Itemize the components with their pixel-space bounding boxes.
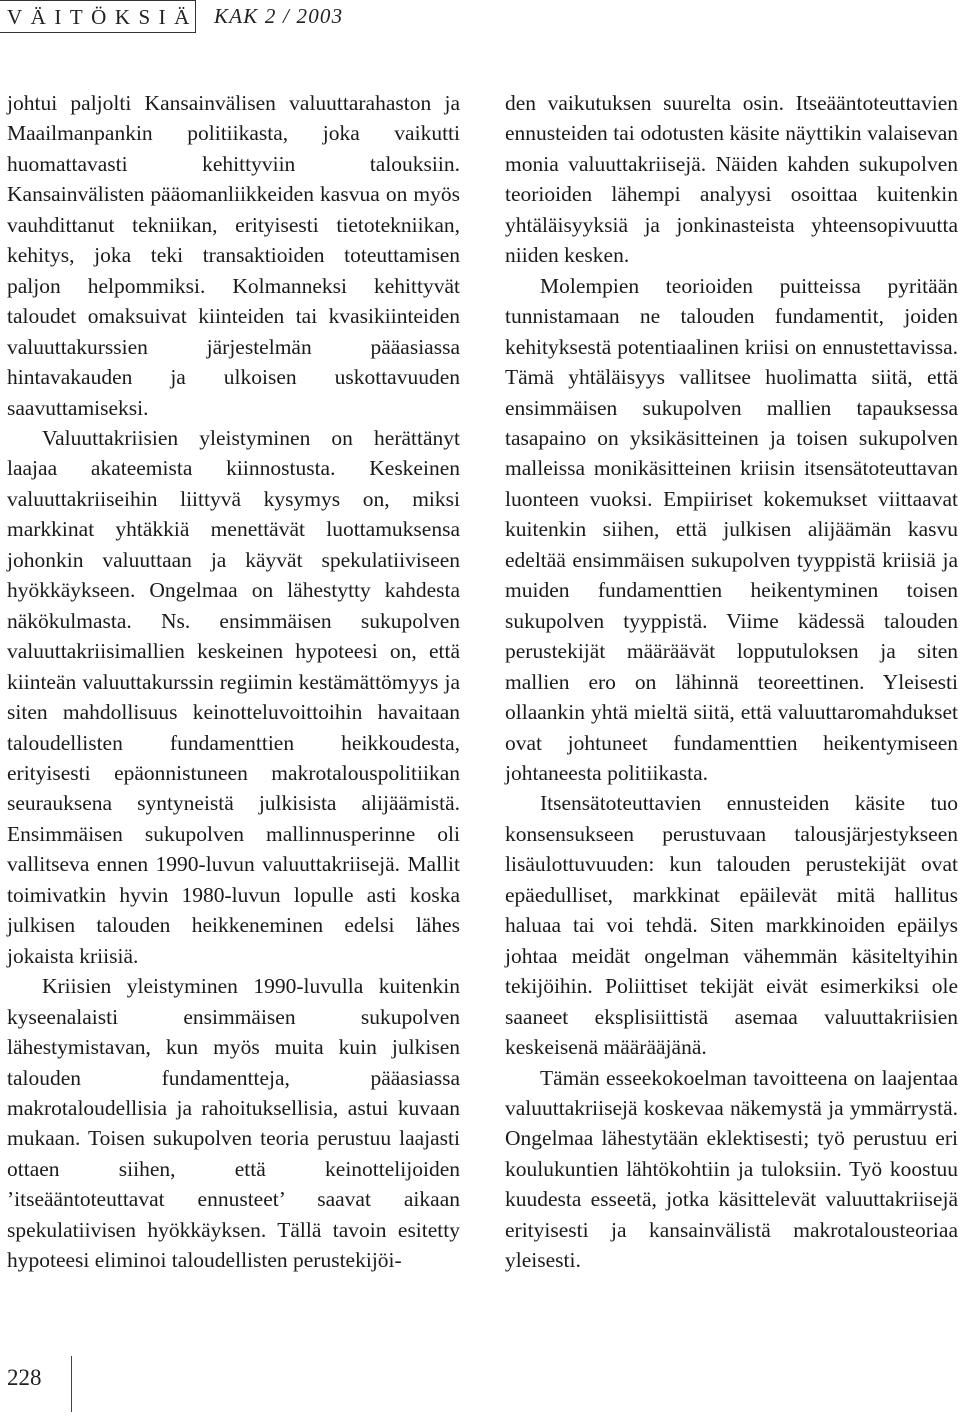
paragraph: Valuuttakriisien yleistyminen on herättänyt laajaa akateemista kiinnostusta. Keskeinen valuuttakriiseihin liittyvä kysymys on, miksi markkinat yhtäkkiä menettävät luottamuksensa johonkin valuuttaan ja käyvät spekulatiiviseen hyökkäykseen. Ongelmaa on lähestytty kahdesta näkökulmasta. Ns. ensimmäisen sukupolven valuuttakriisimallien keskeinen hypoteesi on, että kiinteän valuuttakurssin regiimin kestämättömyys ja siten mahdollisuus keinotteluvoittoihin havaitaan taloudellisten fundamenttien heikkoudesta, erityisesti epäonnistuneen makrotalouspolitiikan seurauksena syntyneistä julkisista alijäämistä. Ensimmäisen sukupolven mallinnusperinne oli vallitseva ennen 1990-luvun valuuttakriisejä. Mallit toimivatkin hyvin 1980-luvun lopulle asti koska julkisen talouden heikkeneminen edelsi lähes jokaista kriisiä. xyxy=(7,425,460,968)
section-label: VÄITÖKSIÄ xyxy=(7,5,198,29)
left-column xyxy=(7,88,460,1276)
paragraph: Kriisien yleistyminen 1990-luvulla kuitenkin kyseenalaisti ensimmäisen sukupolven lähestymistavan, kun myös muita kuin julkisen talouden fundamentteja, pääasiassa makrotaloudellisia ja rahoituksellisia, astui kuvaan mukaan. Toisen sukupolven teoria perustuu laajasti ottaen siihen, että keinottelijoiden ’itseääntoteuttavat ennusteet’ saavat aikaan spekulatiivisen hyökkäyksen. Tällä tavoin esitetty hypoteesi eliminoi taloudellisten perustekijöi- xyxy=(7,974,460,1273)
section-header-box xyxy=(0,0,196,33)
paragraph: johtui paljolti Kansainvälisen valuuttarahaston ja Maailmanpankin politiikasta, joka vaikutti huomattavasti kehittyviin talouksiin. Kansainvälisten pääomanliikkeiden kasvua on myös vauhdittanut tekniikan, erityisesti tietotekniikan, kehitys, joka teki transaktioiden toteuttamisen paljon helpommiksi. Kolmanneksi kehittyvät taloudet omaksuivat kiinteiden tai kvasikiinteiden valuuttakurssien järjestelmän pääasiassa hintavakauden ja ulkoisen uskottavuuden saavuttamiseksi. xyxy=(7,91,460,420)
paragraph: den vaikutuksen suurelta osin. Itseääntoteuttavien ennusteiden tai odotusten käsite näyttikin valaisevan monia valuuttakriisejä. Näiden kahden sukupolven teorioiden lähempi analyysi osoittaa kuitenkin yhtäläisyyksiä ja jonkinasteista yhteensopivuutta niiden kesken. xyxy=(505,91,958,268)
paragraph: Tämän esseekokoelman tavoitteena on laajentaa valuuttakriisejä koskevaa näkemystä ja ymmärrystä. Ongelmaa lähestytään eklektisesti; työ perustuu eri koulukuntien lähtökohtiin ja tuloksiin. Työ koostuu kuudesta esseetä, jotka käsittelevät valuuttakriisejä erityisesti ja kansainvälistä makrotalousteoriaa yleisesti. xyxy=(505,1065,958,1273)
paragraph: Itsensätoteuttavien ennusteiden käsite tuo konsensukseen perustuvaan talousjärjestykseen lisäulottuvuuden: kun talouden perustekijät ovat epäedulliset, markkinat epäilevät mitä hallitus haluaa tai voi tehdä. Siten markkinoiden epäilys johtaa meidät ongelman vähemmän käsiteltyihin tekijöihin. Poliittiset tekijät eivät esimerkiksi ole saaneet eksplisiittistä asemaa valuuttakriisien keskeisenä määrääjänä. xyxy=(505,791,958,1060)
page-number: 228 xyxy=(7,1365,42,1390)
paragraph: Molempien teorioiden puitteissa pyritään tunnistamaan ne talouden fundamentit, joiden kehityksestä potentiaalinen kriisi on ennustettavissa. Tämä yhtäläisyys vallitsee huolimatta siitä, että ensimmäisen sukupolven mallien tapauksessa tasapaino on yksikäsitteinen ja toisen sukupolven malleissa monikäsitteinen kriisin itsensätoteuttavan luonteen vuoksi. Empiiriset kokemukset viittaavat kuitenkin siihen, että julkisen alijäämän kasvu edeltää ensimmäisen sukupolven tyyppistä kriisiä ja muiden fundamenttien heikentyminen toisen sukupolven tyyppistä. Viime kädessä talouden perustekijät määräävät lopputuloksen ja siten mallien ero on lähinnä teoreettinen. Yleisesti ollaankin yhtä mieltä siitä, että valuuttaromahdukset ovat johtuneet fundamenttien heikentymiseen johtaneesta politiikasta. xyxy=(505,273,958,785)
footer-divider xyxy=(71,1356,72,1412)
right-column xyxy=(505,88,958,1276)
journal-issue-label: KAK 2 / 2003 xyxy=(214,4,344,28)
